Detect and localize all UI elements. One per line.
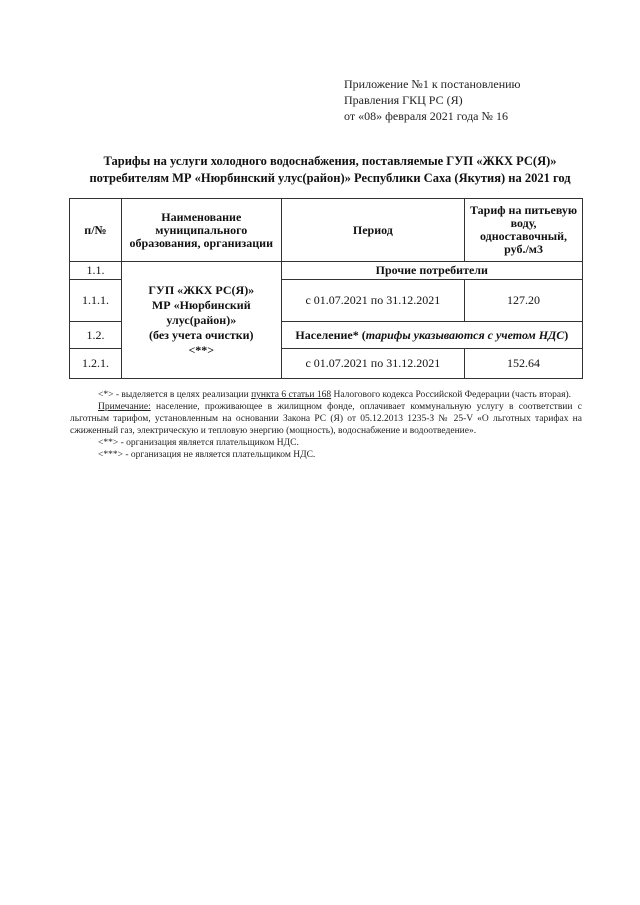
appendix-line-1: Приложение №1 к постановлению: [344, 77, 521, 91]
header-period: Период: [281, 199, 464, 262]
footnote-1-text-a: <*> - выделяется в целях реализации: [98, 390, 252, 400]
footnote-vat-allocated: [70, 389, 582, 401]
population-label-main: Население* (: [295, 327, 366, 342]
header-tariff: Тариф на питьевую воду, одноставочный, руб./м3: [465, 199, 583, 262]
header-num: п/№: [70, 199, 122, 262]
row-period: с 01.07.2021 по 31.12.2021: [281, 280, 464, 322]
footnote-1-text-b: Налогового кодекса Российской Федерации (часть вторая).: [331, 390, 572, 400]
appendix-line-2: Правления ГКЦ РС (Я): [344, 93, 463, 107]
document-title: [70, 153, 590, 187]
tax-code-link[interactable]: пункта 6 статьи 168: [251, 390, 332, 400]
header-org: Наименование муниципального образования, организации: [121, 199, 281, 262]
tariff-table: [69, 198, 583, 379]
footnote-non-vat-payer: <***> - организация не является плательщиком НДС.: [98, 450, 316, 460]
row-period: с 01.07.2021 по 31.12.2021: [281, 349, 464, 379]
population-label-note: тарифы указываются с учетом НДС: [365, 327, 565, 342]
org-name-cell: [121, 262, 281, 379]
row-num: 1.1.: [70, 262, 122, 280]
org-name-line-3: улус(район)»: [166, 312, 237, 327]
org-name-line-5: <**>: [188, 342, 215, 357]
title-line-2: потребителям МР «Нюрбинский улус(район)» Республики Саха (Якутия) на 2021 год: [89, 171, 571, 185]
row-tariff: 152.64: [465, 349, 583, 379]
note-label: Примечание:: [98, 402, 151, 412]
row-tariff: 127.20: [465, 280, 583, 322]
group-label-population: [281, 322, 582, 349]
group-label-other: Прочие потребители: [281, 262, 582, 280]
org-name-line-1: ГУП «ЖКХ РС(Я)»: [148, 282, 255, 297]
row-num: 1.1.1.: [70, 280, 122, 322]
row-num: 1.2.1.: [70, 349, 122, 379]
appendix-header: [344, 76, 604, 124]
note-text: население, проживающее в жилищном фонде, оплачивает коммунальную услугу в соответствии с льготным тарифом, установленным на основании Закона РС (Я) от 05.12.2013 1235-З № 25-V «О льготных тарифах на сжиженный газ, электрическую и тепловую энергию (мощность), водоснабжение и водоотведение».: [70, 402, 582, 436]
population-label-end: ): [564, 327, 569, 342]
footnotes: [70, 389, 582, 461]
appendix-line-3: от «08» февраля 2021 года № 16: [344, 109, 508, 123]
table-row: [70, 262, 583, 280]
footnote-vat-payer: <**> - организация является плательщиком НДС.: [98, 438, 299, 448]
table-header-row: [70, 199, 583, 262]
org-name-line-4: (без учета очистки): [149, 327, 254, 342]
row-num: 1.2.: [70, 322, 122, 349]
org-name-line-2: МР «Нюрбинский: [151, 297, 251, 312]
title-line-1: Тарифы на услуги холодного водоснабжения, поставляемые ГУП «ЖКХ РС(Я)»: [103, 154, 557, 168]
footnote-note: [70, 401, 582, 437]
